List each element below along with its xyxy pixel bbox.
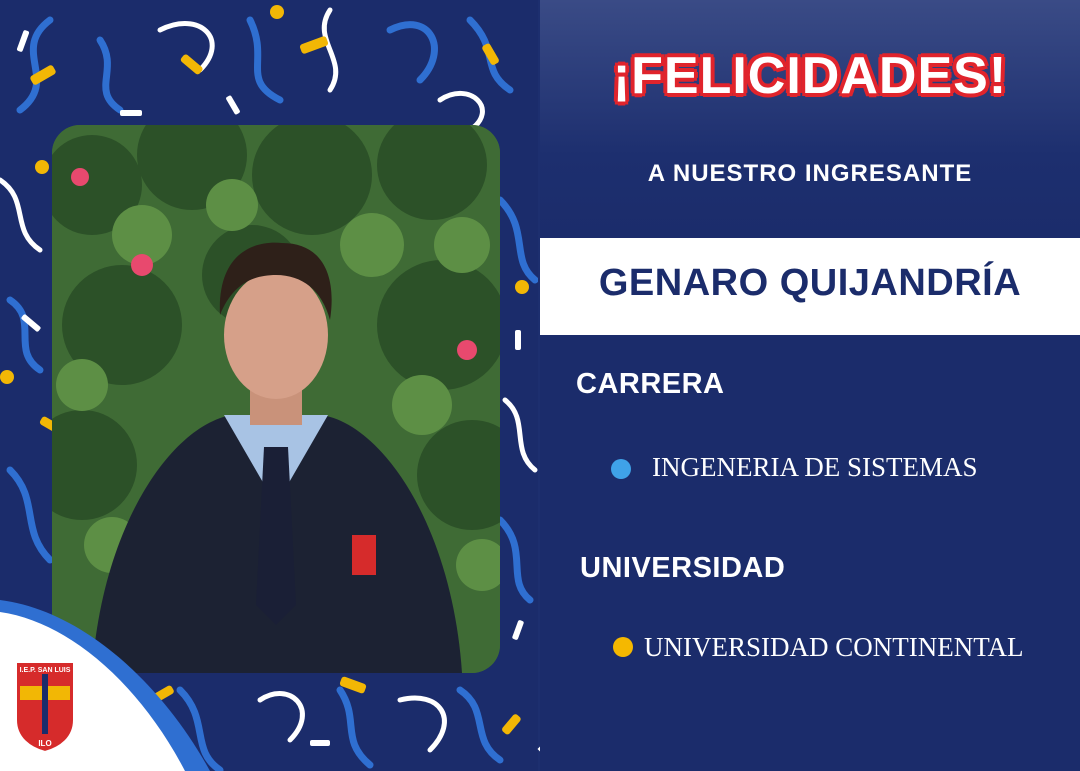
university-heading: UNIVERSIDAD <box>580 552 786 584</box>
info-panel <box>540 0 1080 771</box>
career-value: INGENERIA DE SISTEMAS <box>652 452 978 482</box>
subtitle: A NUESTRO INGRESANTE <box>647 160 973 187</box>
student-photo <box>52 125 500 673</box>
student-name: GENARO QUIJANDRÍA <box>598 262 1022 304</box>
photo-panel <box>0 0 538 771</box>
header-band <box>540 0 1080 238</box>
blue-bullet-icon <box>610 458 632 480</box>
career-heading: CARRERA <box>576 368 725 400</box>
svg-text:ILO: ILO <box>38 739 52 748</box>
school-crest-logo <box>14 660 76 754</box>
yellow-bullet-icon <box>612 636 634 658</box>
university-value: UNIVERSIDAD CONTINENTAL <box>644 632 1024 662</box>
svg-text:I.E.P. SAN LUIS: I.E.P. SAN LUIS <box>19 667 71 674</box>
congratulations-title: ¡FELICIDADES! <box>612 47 1008 105</box>
